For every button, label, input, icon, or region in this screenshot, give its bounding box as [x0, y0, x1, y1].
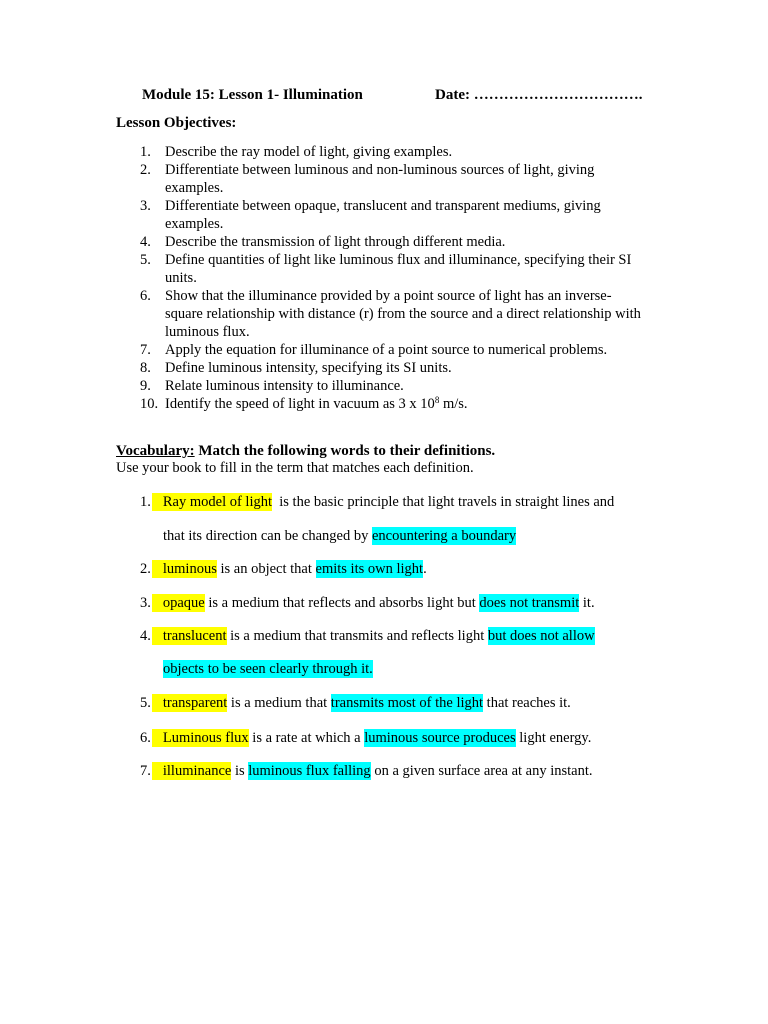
objective-item: 3. Differentiate between opaque, translucent and transparent mediums, giving examples.	[140, 198, 601, 232]
vocab-number: 5.	[140, 695, 151, 711]
objective-item: 7. Apply the equation for illuminance of a point source to numerical problems.	[140, 342, 608, 358]
objective-item: 6. Show that the illuminance provided by a point source of light has an inverse- square relationship with distance (r) from the source and a direct relationship with luminous flux.	[140, 288, 641, 340]
vocab-definition-highlight: does not transmit	[479, 595, 580, 611]
vocab-item-4-cont	[163, 661, 373, 678]
vocab-definition-highlight: luminous flux falling	[248, 763, 371, 779]
vocab-number: 6.	[140, 730, 151, 746]
vocab-term: transparent	[152, 694, 227, 712]
page-header	[142, 87, 643, 104]
vocab-number: 3.	[140, 595, 151, 611]
vocab-definition-highlight: transmits most of the light	[330, 695, 484, 711]
objective-item: 1. Describe the ray model of light, giving examples.	[140, 144, 453, 160]
vocab-number: 1.	[140, 494, 151, 510]
lesson-title: Module 15: Lesson 1- Illumination	[142, 87, 363, 103]
vocab-term: luminous	[152, 560, 217, 578]
vocab-term: opaque	[152, 594, 205, 612]
vocab-definition-highlight: but does not allow	[487, 628, 595, 644]
vocab-item-3: opaque is a medium that reflects and absorbs light but does not transmit it.	[152, 595, 595, 612]
vocab-definition-highlight: encountering a boundary	[371, 528, 517, 544]
vocab-item-7: illuminance is luminous flux falling on a given surface area at any instant.	[152, 763, 593, 780]
objectives-list	[140, 143, 685, 413]
date-field: Date: …………………………….	[435, 87, 643, 103]
vocab-number: 2.	[140, 561, 151, 577]
vocab-term: translucent	[152, 627, 227, 645]
vocab-item-1: Ray model of light is the basic principle that light travels in straight lines and	[152, 494, 614, 511]
exponent: 8	[434, 395, 440, 405]
objective-item: 2. Differentiate between luminous and non-luminous sources of light, giving examples.	[140, 162, 595, 196]
objective-item: 10. Identify the speed of light in vacuum as 3 x $10^8$ m/s.	[140, 395, 468, 412]
vocab-item-4: translucent is a medium that transmits and reflects light but does not allow	[152, 628, 595, 645]
vocabulary-instruction: Use your book to fill in the term that matches each definition.	[116, 460, 474, 476]
vocab-term: Luminous flux	[152, 729, 249, 747]
vocab-number: 4.	[140, 628, 151, 644]
objective-item: 5. Define quantities of light like luminous flux and illuminance, specifying their SI units.	[140, 252, 632, 286]
vocabulary-heading: Vocabulary: Match the following words to their definitions.	[116, 443, 496, 459]
vocab-term: Ray model of light	[152, 493, 272, 511]
objective-item: 4. Describe the transmission of light through different media.	[140, 234, 506, 250]
vocab-number: 7.	[140, 763, 151, 779]
vocab-item-2: luminous is an object that emits its own light.	[152, 561, 427, 578]
objectives-heading: Lesson Objectives:	[116, 115, 237, 131]
vocab-definition-highlight: emits its own light	[315, 561, 424, 577]
objective-item: 9. Relate luminous intensity to illuminance.	[140, 378, 404, 394]
vocab-definition-highlight: objects to be seen clearly through it.	[163, 661, 373, 677]
vocab-term: illuminance	[152, 762, 231, 780]
vocab-item-1-cont: that its direction can be changed by encountering a boundary	[163, 528, 517, 544]
vocab-item-6: Luminous flux is a rate at which a luminous source produces light energy.	[152, 730, 591, 747]
vocab-definition-highlight: luminous source produces	[364, 730, 516, 746]
vocab-item-5: transparent is a medium that transmits most of the light that reaches it.	[152, 695, 571, 712]
vocabulary-heading-label: Vocabulary:	[116, 443, 195, 459]
objective-item: 8. Define luminous intensity, specifying its SI units.	[140, 360, 452, 376]
